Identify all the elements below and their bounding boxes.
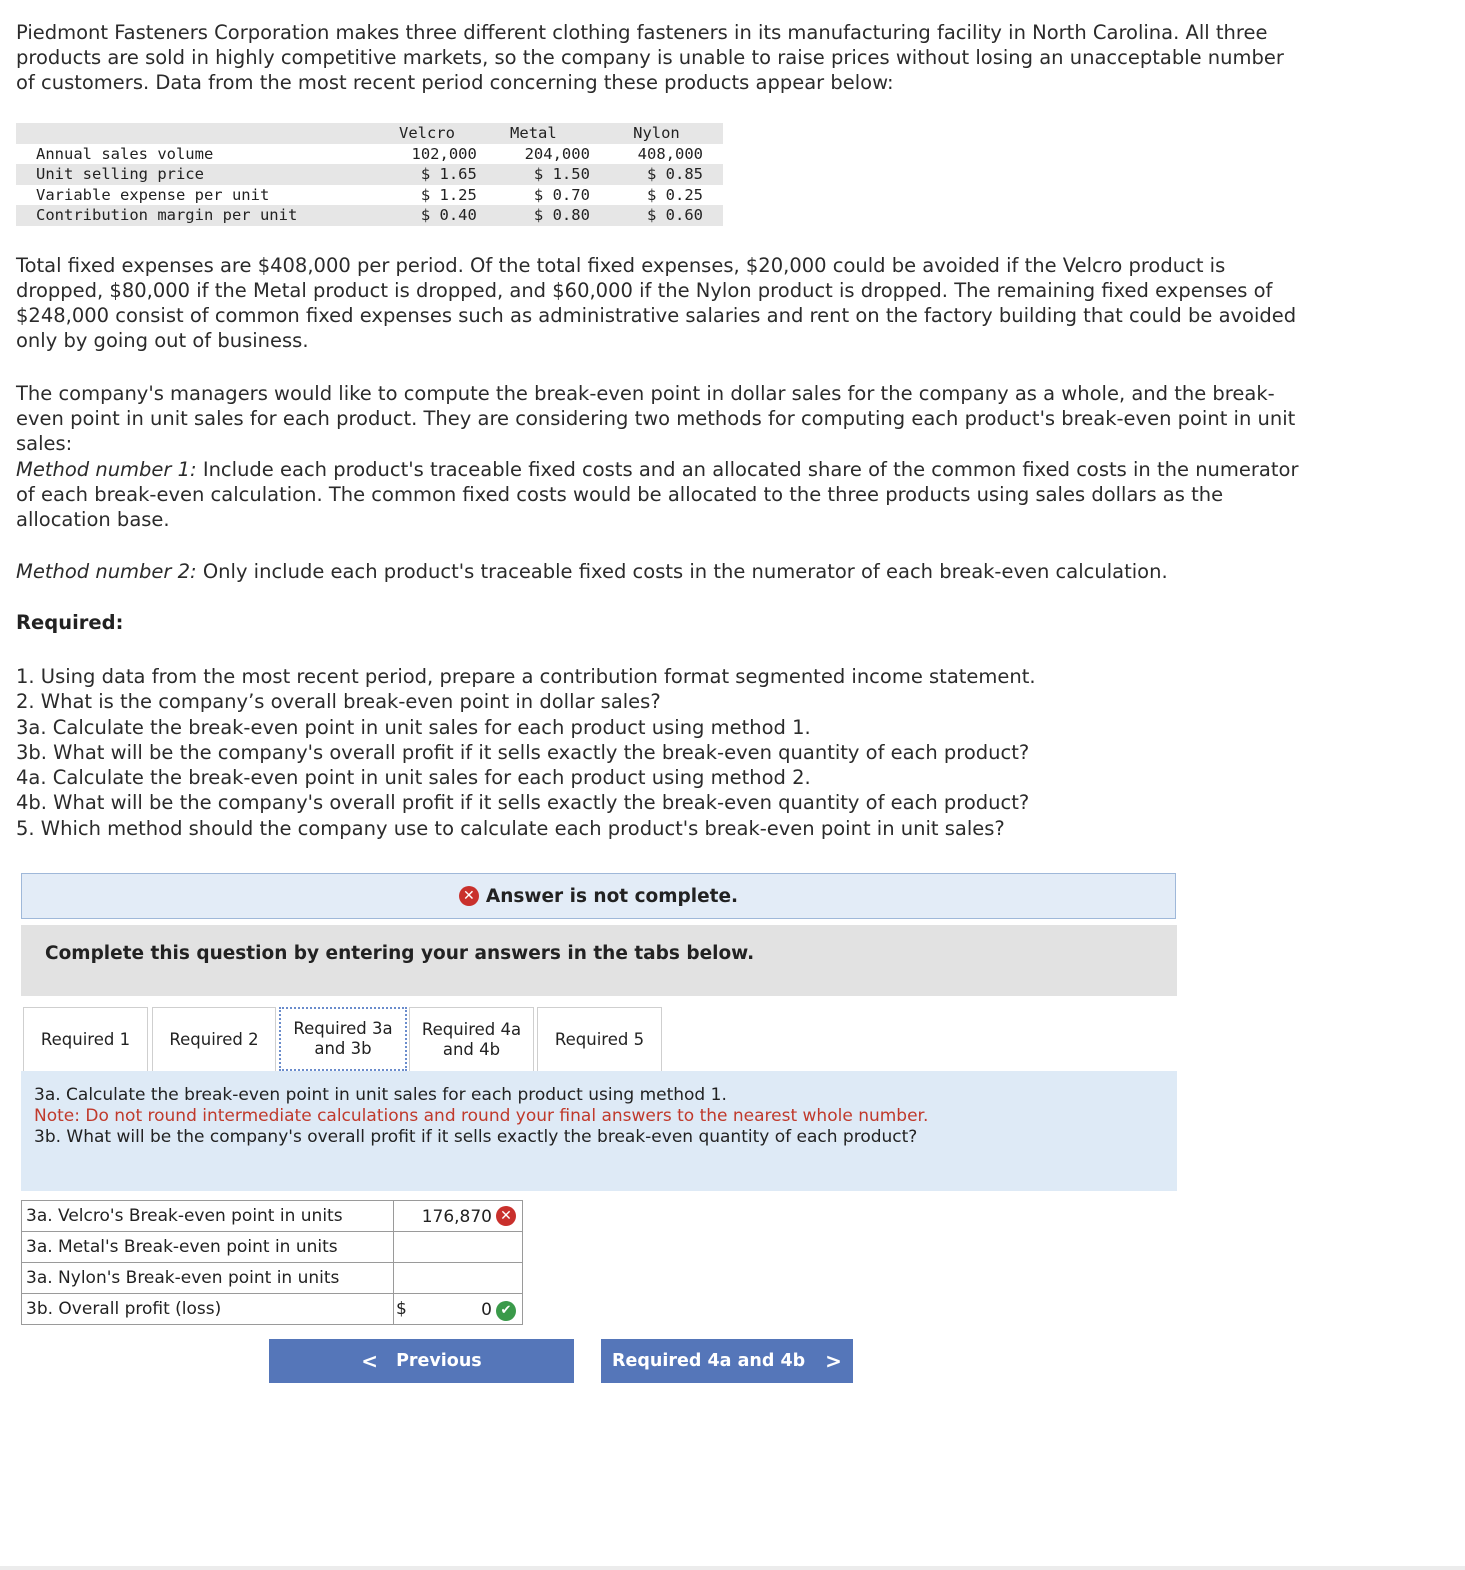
tab-label (422, 1020, 521, 1060)
x-circle-icon: ✕ (496, 1206, 516, 1226)
instruction-text: Complete this question by entering your answers in the tabs below. (45, 943, 755, 964)
tab-required-1[interactable] (23, 1007, 148, 1071)
tab-label-line-1: Required 4a (421, 1019, 522, 1039)
previous-label: Previous (396, 1351, 482, 1371)
managers-paragraph: The company's managers would like to compute the break-even point in dollar sales for the company as a whole, and the break-even point in unit sales for each product. They are considering two methods for computing each product's break-even point in unit sales: (16, 382, 1296, 455)
chevron-right-icon: > (825, 1349, 842, 1373)
tab-label-line-1: Required 3a (293, 1019, 393, 1038)
metal-breakeven-input[interactable] (394, 1232, 523, 1263)
method-2-paragraph (16, 559, 1306, 584)
product-data-table (16, 123, 723, 226)
instruction-box (21, 925, 1177, 996)
check-circle-icon: ✔ (496, 1299, 516, 1321)
tab-label: Required 5 (554, 1029, 645, 1049)
fixed-expenses-paragraph: Total fixed expenses are $408,000 per period. Of the total fixed expenses, $20,000 could be avoided if the Velcro product is dropped, $80,000 if the Metal product is dropped, and $60,000 if the Nylon product is dropped. The remaining fixed expenses of $248,000 consist of common fixed expenses such as administrative salaries and rent on the factory building that could be avoided only by going out of business. (16, 254, 1297, 352)
table-cell: $ 0.70 (533, 185, 590, 204)
table-cell: $ 1.65 (347, 164, 477, 185)
answer-label: 3a. Nylon's Break-even point in units (22, 1263, 394, 1294)
table-cell: 408,000 (637, 144, 703, 163)
answer-value: 176,870 (421, 1207, 492, 1227)
column-header-nylon: Nylon (590, 123, 723, 144)
question-item: 4a. Calculate the break-even point in unit sales for each product using method 2. (16, 766, 811, 790)
tab-required-4a-4b[interactable] (409, 1007, 534, 1071)
tab-required-5[interactable] (537, 1007, 662, 1071)
answer-label: 3a. Velcro's Break-even point in units (22, 1201, 394, 1232)
row-label: Annual sales volume (36, 144, 214, 163)
answer-label: 3a. Metal's Break-even point in units (22, 1232, 394, 1263)
answer-status-text: Answer is not complete. (485, 885, 739, 907)
answer-status-banner (21, 873, 1176, 919)
question-item: 3b. What will be the company's overall profit if it sells exactly the break-even quantity of each product? (16, 740, 1030, 764)
column-header-velcro: Velcro (347, 123, 477, 144)
table-cell: 204,000 (524, 144, 590, 163)
question-item: 1. Using data from the most recent period, prepare a contribution format segmented income statement. (16, 665, 1036, 688)
table-row (22, 1294, 523, 1325)
tab-label-line-2: and 4b (442, 1039, 501, 1059)
answer-value: 0 (481, 1300, 492, 1320)
tab-label: Required 1 (40, 1029, 131, 1049)
table-row (22, 1263, 523, 1294)
table-cell: $ 0.60 (590, 205, 723, 226)
answer-label: 3b. Overall profit (loss) (22, 1294, 394, 1325)
nylon-breakeven-input[interactable] (394, 1263, 523, 1294)
question-item: 3a. Calculate the break-even point in unit sales for each product using method 1. (16, 715, 811, 739)
table-row (22, 1232, 523, 1263)
required-heading: Required: (16, 611, 124, 634)
next-label: Required 4a and 4b (612, 1351, 806, 1371)
table-cell: $ 1.25 (420, 185, 477, 204)
method-2-label: Method number 2: (16, 560, 197, 583)
next-button[interactable] (601, 1339, 853, 1383)
chevron-left-icon: < (361, 1349, 379, 1373)
tab-label-line-2: and 3b (314, 1039, 372, 1058)
panel-question-3b: 3b. What will be the company's overall profit if it sells exactly the break-even quantity of each product? (34, 1127, 918, 1147)
question-item: 4b. What will be the company's overall profit if it sells exactly the break-even quantity of each product? (16, 791, 1030, 815)
previous-button[interactable] (269, 1339, 574, 1383)
panel-question-3a: 3a. Calculate the break-even point in unit sales for each product using method 1. (34, 1085, 727, 1105)
panel-note: Note: Do not round intermediate calculations and round your final answers to the nearest whole number. (34, 1106, 929, 1126)
method-1-text: Include each product's traceable fixed costs and an allocated share of the common fixed costs in the numerator of each break-even calculation. The common fixed costs would be allocated to the three products using sales dollars as the allocation base. (16, 458, 1299, 531)
tab-required-3a-3b[interactable] (279, 1007, 407, 1071)
row-label: Contribution margin per unit (16, 205, 347, 226)
table-cell: 102,000 (411, 144, 477, 163)
question-item: 2. What is the company’s overall break-even point in dollar sales? (16, 690, 661, 714)
tab-required-2[interactable] (152, 1007, 276, 1071)
table-cell: $ 0.85 (590, 164, 723, 185)
method-1-label: Method number 1: (16, 458, 197, 481)
velcro-breakeven-input[interactable] (394, 1201, 523, 1232)
dollar-prefix: $ (396, 1299, 407, 1319)
answer-table (21, 1200, 523, 1325)
table-cell: $ 0.80 (477, 205, 590, 226)
row-label: Variable expense per unit (36, 185, 270, 204)
tab-label (293, 1019, 392, 1059)
tab-label: Required 2 (169, 1029, 259, 1049)
x-circle-icon: ✕ (459, 886, 479, 906)
table-row (22, 1201, 523, 1232)
overall-profit-input[interactable] (394, 1294, 523, 1325)
question-list (16, 664, 1036, 841)
question-item: 5. Which method should the company use to calculate each product's break-even point in unit sales? (16, 816, 1005, 840)
table-cell: $ 0.40 (347, 205, 477, 226)
intro-paragraph: Piedmont Fasteners Corporation makes three different clothing fasteners in its manufacturing facility in North Carolina. All three products are sold in highly competitive markets, so the company is unable to raise prices without losing an unacceptable number of customers. Data from the most recent period concerning these products appear below: (16, 21, 1284, 94)
tab-panel (21, 1071, 1177, 1191)
method-2-text: Only include each product's traceable fixed costs in the numerator of each break-even calculation. (196, 560, 1168, 583)
table-cell: $ 1.50 (477, 164, 590, 185)
footer-divider (0, 1566, 1465, 1570)
method-1-paragraph (16, 457, 1306, 532)
row-label: Unit selling price (16, 164, 347, 185)
column-header-metal: Metal (477, 123, 590, 144)
table-cell: $ 0.25 (647, 185, 703, 204)
